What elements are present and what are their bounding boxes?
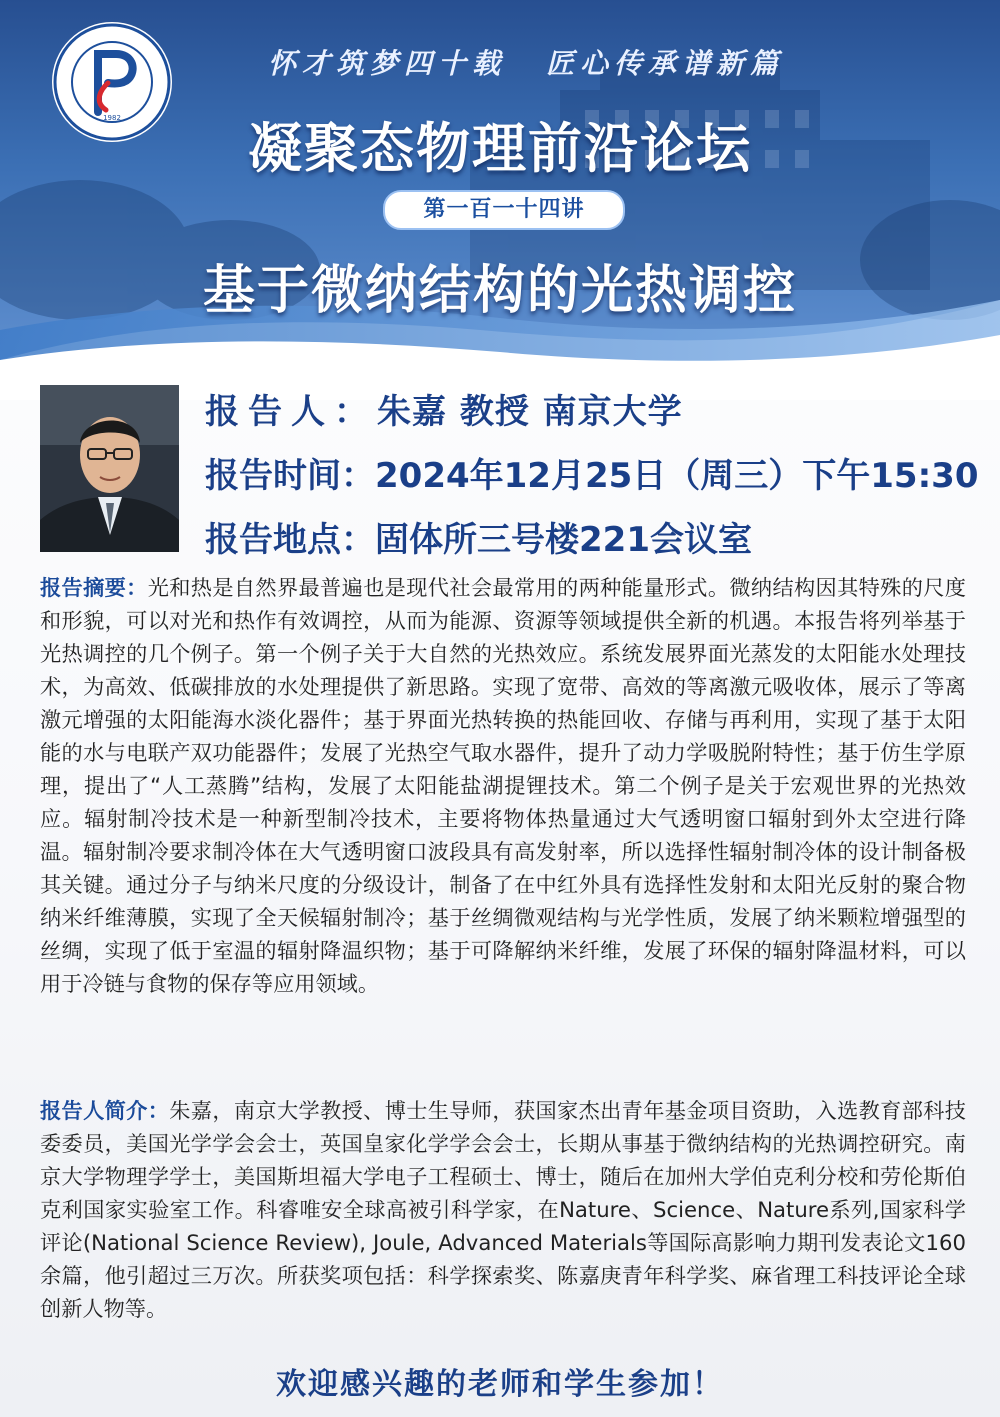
talk-place-label: 报告地点：	[205, 520, 375, 560]
logo-year: 1982	[103, 114, 121, 122]
bio-heading: 报告人简介：	[40, 1098, 170, 1123]
forum-title: 凝聚态物理前沿论坛	[248, 117, 752, 180]
bio-section	[40, 1094, 966, 1350]
slogan-left: 怀才筑梦四十载	[268, 47, 507, 80]
closing-invitation: 欢迎感兴趣的老师和学生参加！	[276, 1367, 724, 1402]
abstract-section	[40, 571, 966, 1079]
talk-place-line	[205, 512, 752, 561]
speaker-name-value: 朱嘉 教授 南京大学	[377, 392, 683, 432]
bio-text: 朱嘉，南京大学教授、博士生导师，获国家杰出青年基金项目资助，入选教育部科技委委员，美国光学学会会士，英国皇家化学学会会士，长期从事基于微纳结构的光热调控研究。南京大学物理学学士，美国斯坦福大学电子工程硕士、博士，随后在加州大学伯克利分校和劳伦斯伯克利国家实验室工作。科睿唯安全球高被引科学家，在Nature、Science、Nature系列,国家科学评论(National Science Review), Joule, Advanced Materials等国际高影响力期刊发表论文160余篇，他引超过三万次。所获奖项包括：科学探索奖、陈嘉庚青年科学奖、麻省理工科技评论全球创新人物等。	[40, 1098, 966, 1321]
speaker-photo	[40, 385, 179, 552]
lecture-number-badge: 第一百一十四讲	[383, 190, 625, 230]
talk-title: 基于微纳结构的光热调控	[202, 261, 797, 321]
abstract-text: 光和热是自然界最普遍也是现代社会最常用的两种能量形式。微纳结构因其特殊的尺度和形貌，可以对光和热作有效调控，从而为能源、资源等领域提供全新的机遇。本报告将列举基于光热调控的几个例子。第一个例子关于大自然的光热效应。系统发展界面光蒸发的太阳能水处理技术，为高效、低碳排放的水处理提供了新思路。实现了宽带、高效的等离激元吸收体，展示了等离激元增强的太阳能海水淡化器件；基于界面光热转换的热能回收、存储与再利用，实现了基于太阳能的水与电联产双功能器件；发展了光热空气取水器件，提升了动力学吸脱附特性；基于仿生学原理，提出了“人工蒸腾”结构，发展了太阳能盐湖提锂技术。第二个例子是关于宏观世界的光热效应。辐射制冷技术是一种新型制冷技术，主要将物体热量通过大气透明窗口辐射到外太空进行降温。辐射制冷要求制冷体在大气透明窗口波段具有高发射率，所以选择性辐射制冷体的设计制备极其关键。通过分子与纳米尺度的分级设计，制备了在中红外具有选择性发射和太阳光反射的聚合物纳米纤维薄膜，实现了全天候辐射制冷；基于丝绸微观结构与光学性质，发展了纳米颗粒增强型的丝绸，实现了低于室温的辐射降温织物；基于可降解纳米纤维，发展了环保的辐射降温材料，可以用于冷链与食物的保存等应用领域。	[40, 575, 966, 996]
speaker-name-label: 报告人：	[205, 392, 377, 432]
header-banner	[0, 0, 1000, 400]
talk-time-label: 报告时间：	[205, 456, 375, 496]
speaker-portrait-icon	[40, 385, 179, 552]
talk-time-line	[205, 448, 978, 497]
talk-place-value: 固体所三号楼221会议室	[375, 520, 752, 560]
slogan-right: 匠心传承谱新篇	[546, 47, 785, 80]
speaker-name-line	[205, 384, 683, 433]
abstract-heading: 报告摘要：	[40, 575, 148, 600]
talk-time-value: 2024年12月25日（周三）下午15:30	[375, 456, 979, 496]
